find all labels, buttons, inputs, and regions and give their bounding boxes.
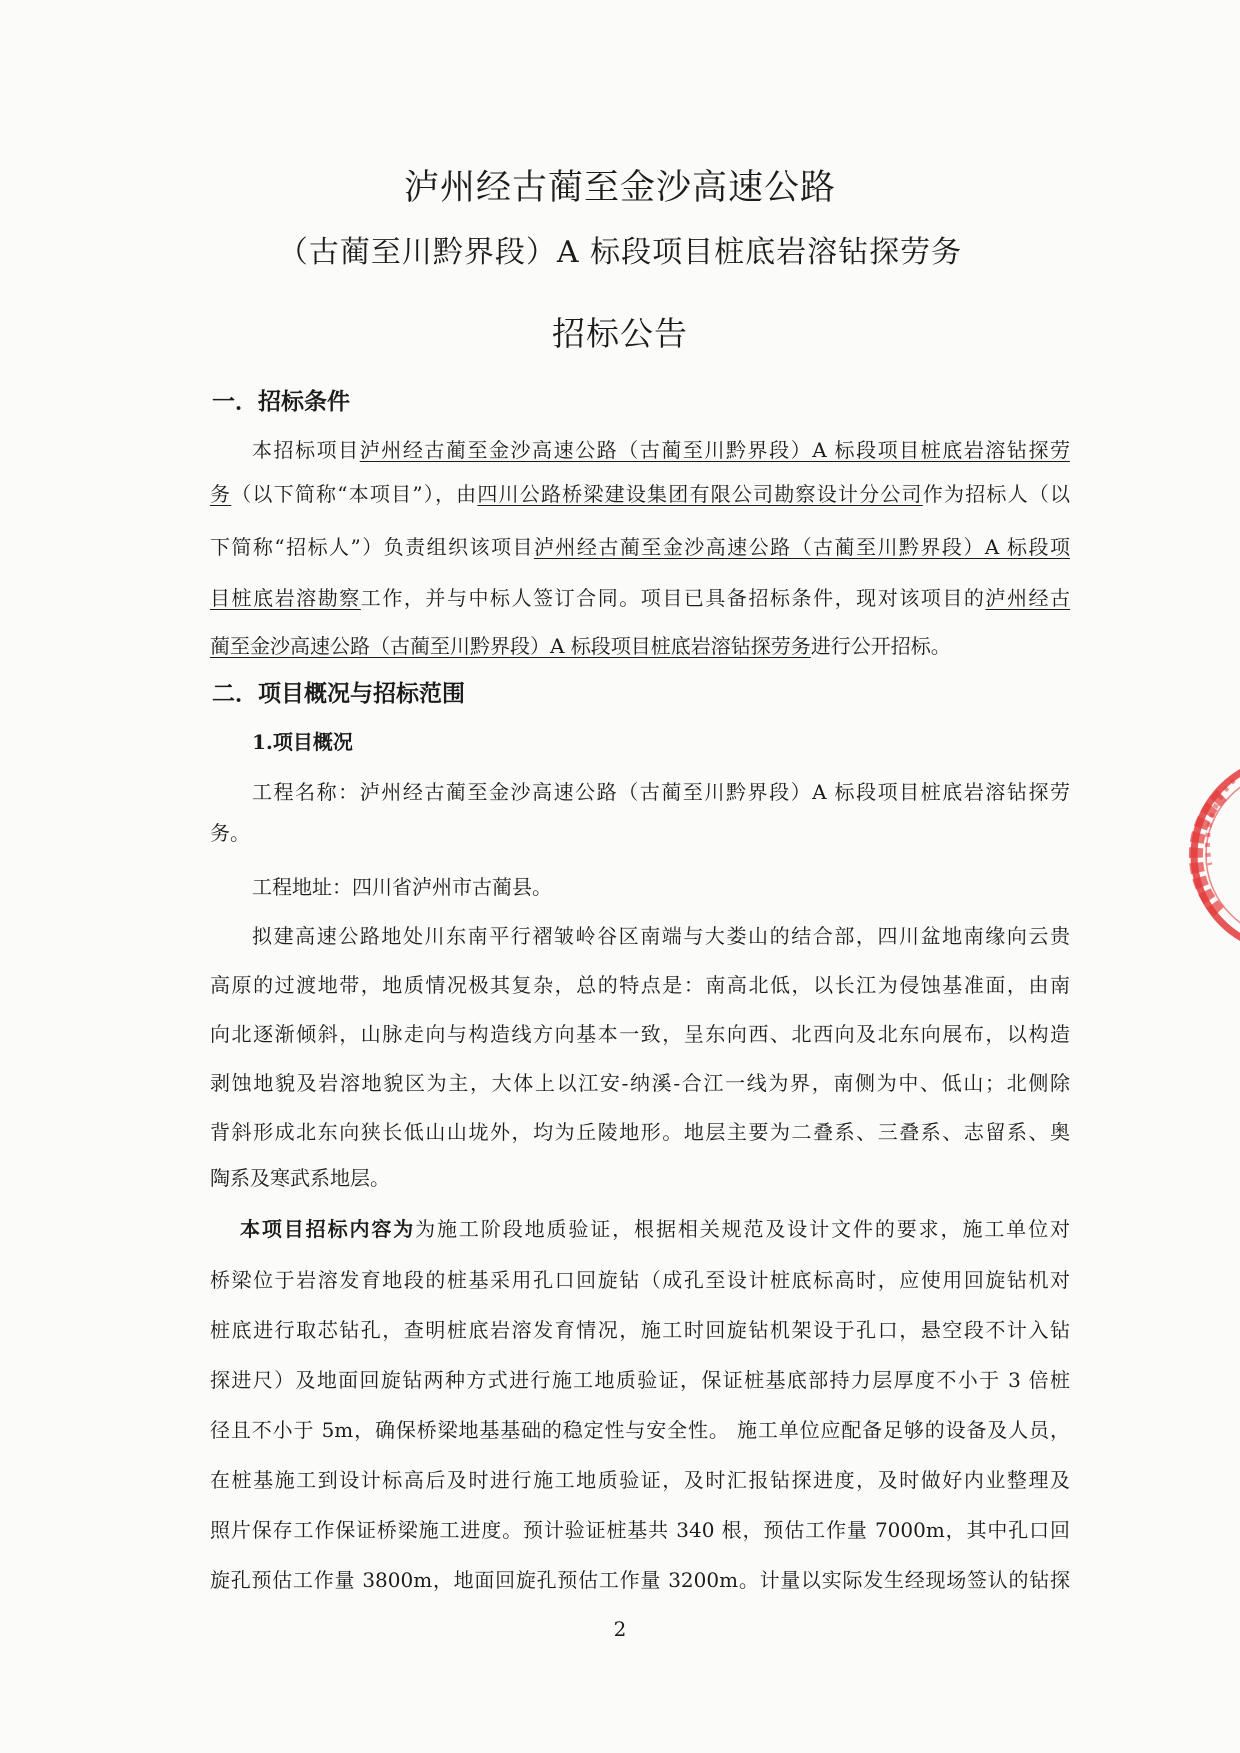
geology-line: 剥蚀地貌及岩溶地貌区为主，大体上以江安-纳溪-合江一线为界，南侧为中、低山；北侧除 (210, 1071, 1070, 1095)
scope-bold-label: 本项目招标内容为 (240, 1217, 416, 1241)
text-run: 工作，并与中标人签订合同。项目已具备招标条件，现对该项目的 (360, 586, 986, 610)
section1-heading: 一．招标条件 (212, 389, 350, 415)
scope-line: 桩底进行取芯钻孔，查明桩底岩溶发育情况，施工时回旋钻机架设于孔口，悬空段不计入钻 (210, 1318, 1070, 1342)
geology-line: 陶系及寒武系地层。 (210, 1166, 390, 1190)
scope-line (210, 1219, 1070, 1239)
scope-line: 旋孔预估工作量 3800m，地面回旋孔预估工作量 3200m。计量以实际发生经现场签认的钻探 (210, 1568, 1070, 1592)
project-name-underlined: 泸州经古蔺至金沙高速公路（古蔺至川黔界段）A 标段项 (533, 535, 1070, 559)
project-name-underlined: 务 (210, 482, 232, 506)
project-name-underlined: 泸州经古 (985, 586, 1071, 610)
project-name-underlined: 泸州经古蔺至金沙高速公路（古蔺至川黔界段）A 标段项目桩底岩溶钻探劳 (359, 438, 1070, 462)
section1-paragraph-line (210, 537, 1070, 557)
text-run: 进行公开招标。 (810, 634, 951, 658)
project-name-underlined: 目桩底岩溶勘察 (210, 586, 361, 610)
geology-line: 向北逐渐倾斜，山脉走向与构造线方向基本一致，呈东向西、北西向及北东向展布，以构造 (210, 1022, 1070, 1046)
scope-line: 桥梁位于岩溶发育地段的桩基采用孔口回旋钻（成孔至设计桩底标高时，应使用回旋钻机对 (210, 1268, 1070, 1292)
red-seal-icon (1150, 755, 1240, 955)
text-run: 为施工阶段地质验证，根据相关规范及设计文件的要求，施工单位对 (415, 1217, 1071, 1241)
text-run: 本招标项目 (252, 438, 360, 462)
text-run: （以下简称“本项目”），由 (231, 482, 478, 506)
project-address-line: 工程地址：四川省泸州市古蔺县。 (252, 875, 552, 899)
tenderer-name-underlined: 四川公路桥梁建设集团有限公司勘察设计分公司 (477, 482, 923, 506)
geology-line: 拟建高速公路地处川东南平行褶皱岭谷区南端与大娄山的结合部，四川盆地南缘向云贵 (252, 924, 1070, 948)
geology-line: 高原的过渡地带，地质情况极其复杂，总的特点是：南高北低，以长江为侵蚀基准面，由南 (210, 973, 1070, 997)
geology-line: 背斜形成北东向狭长低山山垅外，均为丘陵地形。地层主要为二叠系、三叠系、志留系、奥 (210, 1120, 1070, 1144)
section2-heading: 二．项目概况与招标范围 (212, 681, 465, 707)
page-number: 2 (613, 1617, 627, 1641)
project-name-line: 工程名称：泸州经古蔺至金沙高速公路（古蔺至川黔界段）A 标段项目桩底岩溶钻探劳 (252, 780, 1070, 804)
text-run: 下简称“招标人”）负责组织该项目 (210, 535, 534, 559)
section1-paragraph-line (210, 484, 1070, 504)
section1-paragraph-line (210, 588, 1070, 608)
section1-paragraph-line (210, 440, 1070, 460)
scope-line: 在桩基施工到设计标高后及时进行施工地质验证，及时汇报钻探进度，及时做好内业整理及 (210, 1468, 1070, 1492)
doc-title-line3: 招标公告 (552, 314, 688, 353)
subsection-heading: 1.项目概况 (252, 730, 353, 754)
project-name-line: 务。 (210, 821, 250, 845)
project-name-underlined: 蔺至金沙高速公路（古蔺至川黔界段）A 标段项目桩底岩溶钻探劳务 (210, 634, 811, 658)
text-run: 作为招标人（以 (922, 482, 1071, 506)
doc-title-line2: （古蔺至川黔界段）A 标段项目桩底岩溶钻探劳务 (277, 235, 963, 270)
scope-line: 照片保存工作保证桥梁施工进度。预计验证桩基共 340 根，预估工作量 7000m，其中孔口回 (210, 1518, 1070, 1542)
scope-line: 径且不小于 5m，确保桥梁地基基础的稳定性与安全性。 施工单位应配备足够的设备及人员， (210, 1418, 1070, 1442)
section1-paragraph-line (210, 636, 1070, 656)
scope-line: 探进尺）及地面回旋钻两种方式进行施工地质验证，保证桩基底部持力层厚度不小于 3 倍桩 (210, 1368, 1070, 1392)
doc-title-line1: 泸州经古蔺至金沙高速公路 (403, 168, 836, 208)
